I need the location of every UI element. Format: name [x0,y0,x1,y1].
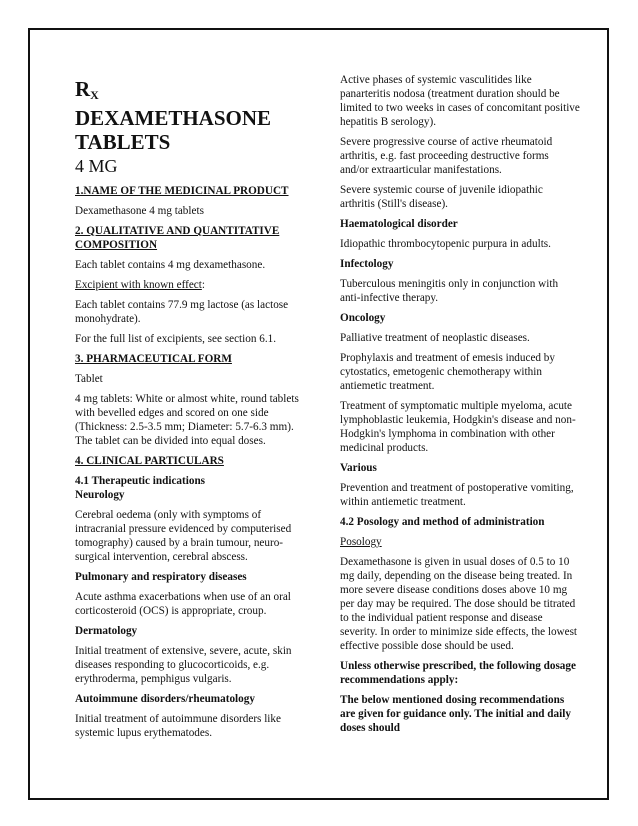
infectology-title: Infectology [340,258,394,270]
excipient-label: Excipient with known effect [75,279,202,291]
left-column [75,78,307,746]
product-strength: 4 MG [75,156,118,176]
product-name-line1: DEXAMETHASONE [75,106,272,130]
pulmonary-title: Pulmonary and respiratory diseases [75,571,247,583]
pulmonary-text: Acute asthma exacerbations when use of an oral corticosteroid (OCS) is appropriate, croup. [75,591,291,617]
section-2-text-1: Each tablet contains 4 mg dexamethasone. [75,259,266,271]
product-name-line2: TABLETS [75,130,171,154]
section-4-2-title: 4.2 Posology and method of administration [340,516,545,528]
rx-symbol: $R_X$ [75,77,99,102]
various-title: Various [340,462,377,474]
juvenile-arthritis-text: Severe systemic course of juvenile idiopathic arthritis (Still's disease). [340,184,543,210]
autoimmune-text: Initial treatment of autoimmune disorders like systemic lupus erythematodes. [75,713,281,739]
section-3-text-1: Tablet [75,373,103,385]
oncology-title: Oncology [340,312,386,324]
haematological-title: Haematological disorder [340,218,458,230]
section-1-title: 1.NAME OF THE MEDICINAL PRODUCT [75,185,289,197]
section-4-title: 4. CLINICAL PARTICULARS [75,455,224,467]
haematological-text: Idiopathic thrombocytopenic purpura in adults. [340,238,551,250]
oncology-text-2: Prophylaxis and treatment of emesis induced by cytostatics, emetogenic chemotherapy within antiemetic treatment. [340,352,555,392]
posology-text: Dexamethasone is given in usual doses of 0.5 to 10 mg daily, depending on the disease being treated. In more severe disease conditions doses above 10 mg per day may be required. The dose should be titrated to the individual patient response and disease severity. In order to minimize side effects, the lowest effective possible dose should be used. [340,556,578,652]
infectology-text: Tuberculous meningitis only in conjunction with anti-infective therapy. [340,278,559,304]
posology-label: Posology [340,536,382,548]
vasculitides-text: Active phases of systemic vasculitides like panarteritis nodosa (treatment duration should be limited to two weeks in cases of concomitant positive hepatitis B serology). [340,74,580,128]
section-2-text-2: Each tablet contains 77.9 mg lactose (as lactose monohydrate). [75,299,289,325]
dermatology-title: Dermatology [75,625,138,637]
various-text: Prevention and treatment of postoperative vomiting, within antiemetic treatment. [340,482,574,508]
section-4-1-title: 4.1 Therapeutic indications [75,475,206,487]
section-3-text-2: 4 mg tablets: White or almost white, round tablets with bevelled edges and scored on one side (Thickness: 2.5-3.5 mm; Diameter: 5.7-6.3 mm). The tablet can be divided into equal doses. [75,393,299,447]
dermatology-text: Initial treatment of extensive, severe, acute, skin diseases responding to glucocorticoids, e.g. erythroderma, pemphigus vulgaris. [75,645,292,685]
section-3-title: 3. PHARMACEUTICAL FORM [75,353,232,365]
excipient-colon: : [201,279,205,291]
rheumatoid-text: Severe progressive course of active rheumatoid arthritis, e.g. fast proceeding destructive forms and/or extraarticular manifestations. [340,136,553,176]
neurology-text: Cerebral oedema (only with symptoms of intracranial pressure evidenced by computerised tomography) caused by a brain tumour, neuro-surgical intervention, cerebral abscess. [75,509,292,563]
right-column [340,73,580,741]
autoimmune-title: Autoimmune disorders/rheumatology [75,693,255,705]
section-1-text: Dexamethasone 4 mg tablets [75,205,204,217]
dosage-recommendation-note: Unless otherwise prescribed, the following dosage recommendations apply: [340,660,576,686]
section-2-title: 2. QUALITATIVE AND QUANTITATIVE COMPOSITION [75,225,280,251]
oncology-text-1: Palliative treatment of neoplastic diseases. [340,332,530,344]
section-2-text-3: For the full list of excipients, see section 6.1. [75,333,277,345]
dosing-guidance-note: The below mentioned dosing recommendations are given for guidance only. The initial and daily doses should [340,694,571,734]
neurology-title: Neurology [75,489,125,501]
oncology-text-3: Treatment of symptomatic multiple myeloma, acute lymphoblastic leukemia, Hodgkin's disease and non-Hodgkin's lymphoma in combination with other medicinal products. [340,400,576,454]
excipient-heading [75,278,307,292]
